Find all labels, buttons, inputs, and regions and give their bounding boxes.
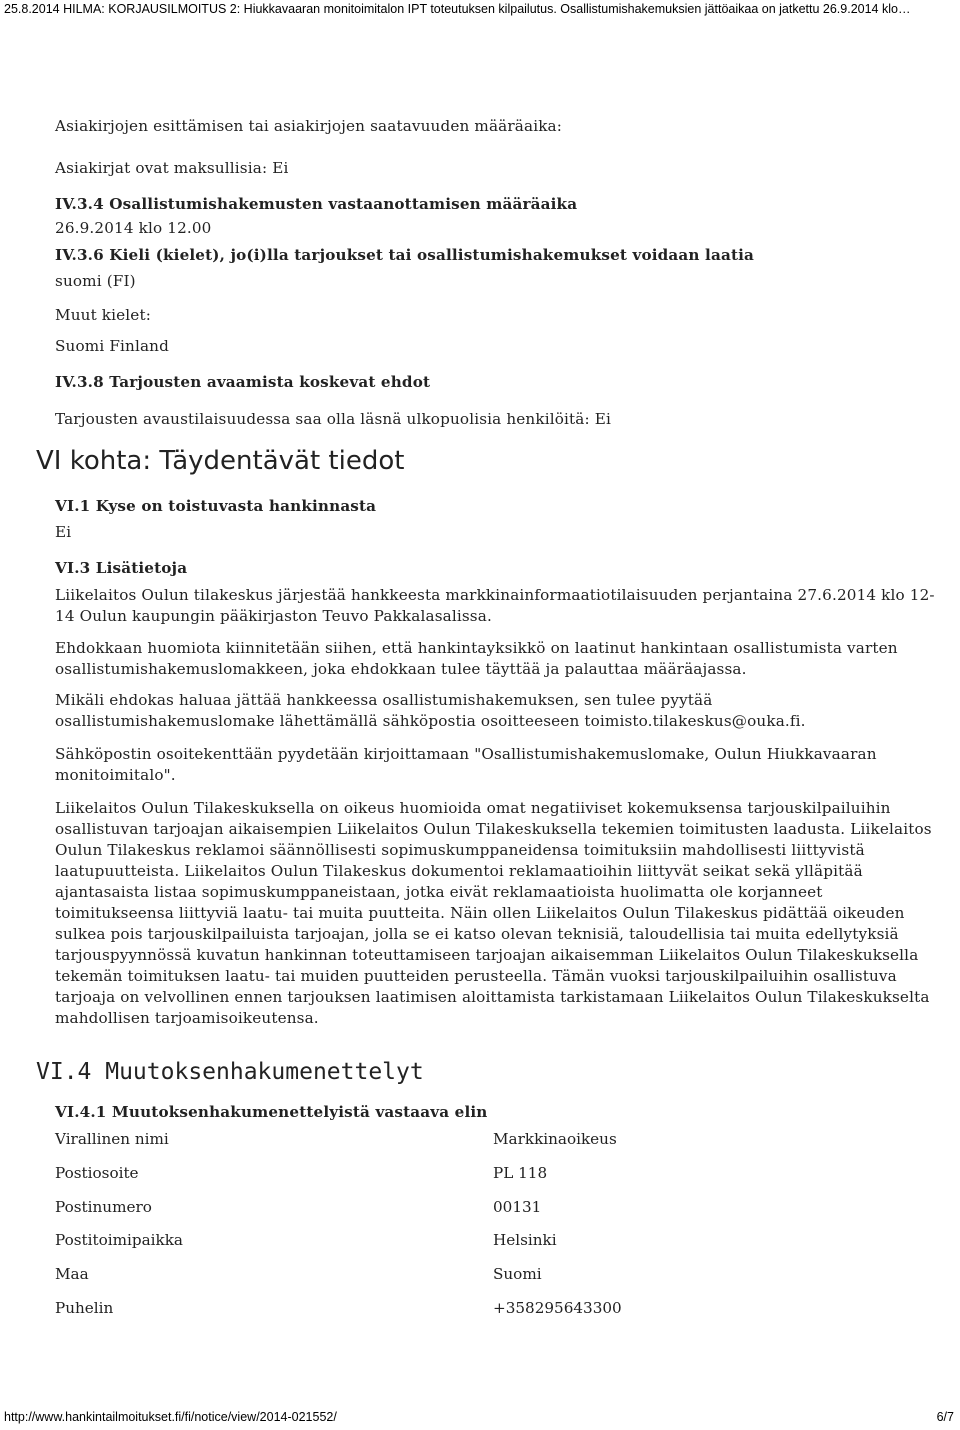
- iv34-heading: IV.3.4 Osallistumishakemusten vastaanottamisen määräaika: [55, 195, 578, 213]
- print-footer: [4, 1410, 954, 1424]
- review-body-label: Virallinen nimi: [55, 1130, 169, 1148]
- vi41-heading: VI.4.1 Muutoksenhakumenettelyistä vastaava elin: [55, 1103, 488, 1121]
- vi1-heading: VI.1 Kyse on toistuvasta hankinnasta: [55, 497, 377, 515]
- review-body-row: [55, 1299, 755, 1333]
- iv38-text: Tarjousten avaustilaisuudessa saa olla läsnä ulkopuolisia henkilöitä: Ei: [55, 410, 611, 428]
- other-languages-value: Suomi Finland: [55, 337, 169, 355]
- section-vi-heading: VI kohta: Täydentävät tiedot: [36, 446, 405, 476]
- footer-url: http://www.hankintailmoitukset.fi/fi/notice/view/2014-021552/: [4, 1410, 337, 1424]
- review-body-value: Markkinaoikeus: [493, 1130, 617, 1148]
- review-body-value: +358295643300: [493, 1298, 622, 1317]
- review-body-row: [55, 1130, 755, 1164]
- iv38-heading: IV.3.8 Tarjousten avaamista koskevat ehdot: [55, 373, 431, 391]
- iv36-heading: IV.3.6 Kieli (kielet), jo(i)lla tarjoukset tai osallistumishakemukset voidaan laatia: [55, 246, 755, 264]
- vi3-paragraph: Ehdokkaan huomiota kiinnitetään siihen, että hankintayksikkö on laatinut hankintaan osallistumista varten osallistumishakemuslomakkeen, joka ehdokkaan tulee täyttää ja palauttaa määräajassa.: [55, 639, 898, 678]
- iv36-language: suomi (FI): [55, 272, 136, 290]
- review-body-value: 00131: [493, 1197, 542, 1216]
- review-body-value: Helsinki: [493, 1231, 557, 1250]
- review-body-value: Suomi: [493, 1265, 542, 1284]
- review-body-row: [55, 1265, 755, 1299]
- review-body-label: Maa: [55, 1265, 89, 1284]
- vi3-heading: VI.3 Lisätietoja: [55, 559, 188, 577]
- documents-payable-text: Asiakirjat ovat maksullisia: Ei: [55, 159, 289, 177]
- vi3-paragraph: Liikelaitos Oulun tilakeskus järjestää hankkeesta markkinainformaatiotilaisuuden perjantaina 27.6.2014 klo 12-14 Oulun kaupungin pääkirjaston Teuvo Pakkalasalissa.: [55, 586, 935, 625]
- vi3-paragraph: Liikelaitos Oulun Tilakeskuksella on oikeus huomioida omat negatiiviset kokemuksensa tarjouskilpailuihin osallistuvan tarjoajan aikaisempien Liikelaitos Oulun Tilakeskuksella tekemien toimitusten laadusta. Liikelaitos Oulun Tilakeskus reklamoi säännöllisesti sopimuskumppaneidensa toimituksiin mahdollisesti liittyvistä laatupuutteista. Liikelaitos Oulun Tilakeskus dokumentoi reklamaatioihin liittyvät seikat sekä ylläpitää ajantasaista listaa sopimuskumppaneistaan, jotka eivät reklamaatioista huolimatta ole korjanneet toimitukseensa liittyviä laatu- tai muita puutteita. Näin ollen Liikelaitos Oulun Tilakeskus pidättää oikeuden sulkea pois tarjouskilpailuista tarjoajan, jolla se ei katso olevan teknisiä, taloudellisia tai muita edellytyksiä tarjouspyynnössä kuvatun hankinnan toteuttamiseen tarjoajan aikaisemman Liikelaitos Oulun Tilakeskuksella tekemän toimituksen laatu- tai muiden puutteiden perusteella. Tämän vuoksi tarjouskilpailuihin osallistuva tarjoaja on velvollinen ennen tarjouksen laatimisen aloittamista tarkistamaan Liikelaitos Oulun Tilakeskukselta mahdollisen tarjoamisoikeutensa.: [55, 799, 932, 1027]
- review-body-label: Postinumero: [55, 1197, 152, 1216]
- page-number: 6/7: [936, 1410, 954, 1424]
- review-body-label: Postiosoite: [55, 1163, 139, 1182]
- review-body-row: [55, 1164, 755, 1198]
- vi1-value: Ei: [55, 523, 72, 541]
- print-header: 25.8.2014 HILMA: KORJAUSILMOITUS 2: Hiukkavaaran monitoimitalon IPT toteutuksen kilpailutus. Osallistumishakemuksien jättöaikaa on jatkettu 26.9.2014 klo…: [4, 2, 911, 16]
- vi3-paragraph: Sähköpostin osoitekenttään pyydetään kirjoittamaan "Osallistumishakemuslomake, Oulun Hiukkavaaran monitoimitalo".: [55, 745, 877, 784]
- review-body-row: [55, 1231, 755, 1265]
- vi3-paragraph: Mikäli ehdokas haluaa jättää hankkeessa osallistumishakemuksen, sen tulee pyytää osallistumishakemuslomake lähettämällä sähköpostia osoitteeseen toimisto.tilakeskus@ouka.fi.: [55, 691, 806, 730]
- other-languages-label: Muut kielet:: [55, 306, 151, 324]
- iv34-deadline-value: 26.9.2014 klo 12.00: [55, 219, 212, 237]
- review-body-label: Postitoimipaikka: [55, 1231, 183, 1250]
- review-body-value: PL 118: [493, 1163, 548, 1182]
- document-deadline-text: Asiakirjojen esittämisen tai asiakirjojen saatavuuden määräaika:: [55, 117, 563, 135]
- vi4-heading: VI.4 Muutoksenhakumenettelyt: [36, 1059, 424, 1085]
- review-body-table: [55, 1130, 755, 1333]
- review-body-row: [55, 1198, 755, 1232]
- review-body-label: Puhelin: [55, 1298, 114, 1317]
